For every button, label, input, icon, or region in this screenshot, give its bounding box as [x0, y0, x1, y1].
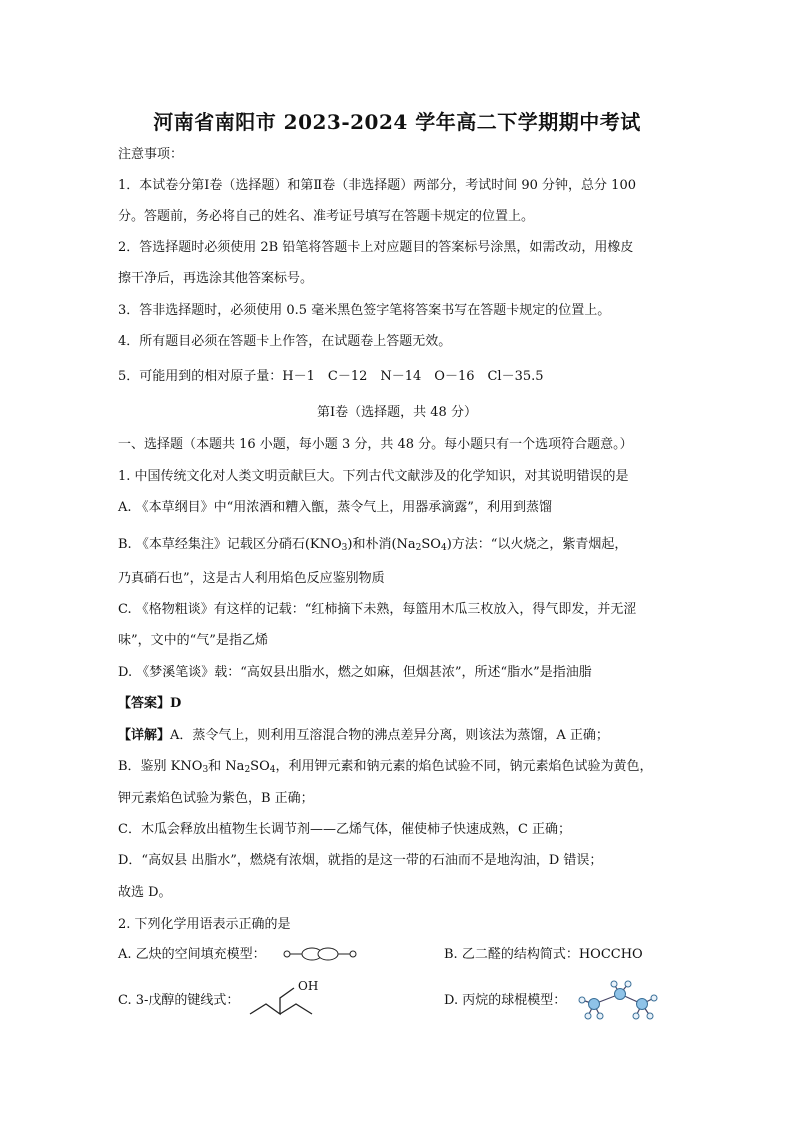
section-title: 第Ⅰ卷（选择题，共 48 分）: [317, 405, 477, 420]
q1-detail-a: [118, 727, 609, 745]
q1-option-b-line2: 乃真硝石也”，这是古人利用焰色反应鉴别物质: [118, 571, 385, 586]
q1-option-a: A. 《本草纲目》中“用浓酒和糟入甑，蒸令气上，用器承滴露”，利用到蒸馏: [118, 500, 552, 515]
detail-label: 【详解】: [118, 728, 171, 743]
page-title: 河南省南阳市 2023-2024 学年高二下学期期中考试: [153, 110, 641, 134]
q1-answer: 【答案】D: [118, 696, 182, 711]
part-title: 一、选择题（本题共 16 小题，每小题 3 分，共 48 分。每小题只有一个选项符合题意。）: [118, 437, 633, 452]
q1-conclusion: 故选 D。: [118, 885, 172, 900]
notice-heading: 注意事项：: [118, 147, 184, 162]
notice-line-4: 擦干净后，再选涂其他答案标号。: [118, 271, 314, 286]
notice-line-5: 3．答非选择题时，必须使用 0.5 毫米黑色签字笔将答案书写在答题卡规定的位置上。: [118, 303, 611, 318]
q1-option-b-pre: B. 《本草经集注》记载区分硝石(: [118, 537, 310, 552]
propane-ball-and-stick-model: [576, 978, 660, 1024]
q2-option-c: C. 3-戊醇的键线式：: [118, 993, 240, 1008]
formula-kno3: KNO: [309, 537, 342, 552]
formula-na: Na: [396, 537, 416, 552]
q1-detail-c: C．木瓜会释放出植物生长调节剂——乙烯气体，催使柿子快速成熟，C 正确；: [118, 822, 572, 837]
formula-sub: 3: [202, 765, 209, 775]
pentanol-skeletal-formula: [244, 976, 328, 1024]
formula-sub: 2: [244, 765, 251, 775]
detail-b-pre: B．鉴别 KNO: [118, 759, 203, 774]
notice-line-7: 5．可能用到的相对原子量：H－1 C－12 N－14 O－16 Cl－35.5: [118, 369, 544, 384]
q1-detail-b: [118, 758, 653, 776]
q1-option-b-mid: )和朴消(: [347, 537, 397, 552]
notice-line-1: 1．本试卷分第Ⅰ卷（选择题）和第Ⅱ卷（非选择题）两部分，考试时间 90 分钟，总分 100: [118, 178, 636, 193]
notice-line-6: 4．所有题目必须在答题卡上作答，在试题卷上答题无效。: [118, 334, 452, 349]
q1-option-b-post: )方法：“以火烧之，紫青烟起，: [446, 537, 628, 552]
detail-b-post: ，利用钾元素和钠元素的焰色试验不同，钠元素焰色试验为黄色，: [275, 759, 653, 774]
q1-detail-b-line2: 钾元素焰色试验为紫色，B 正确；: [118, 791, 314, 806]
detail-b-mid: 和 Na: [208, 759, 245, 774]
formula-so: SO: [421, 537, 441, 552]
formula-sub: 2: [415, 543, 422, 553]
q1-detail-d: D．“高奴县 出脂水”，燃烧有浓烟，就指的是这一带的石油而不是地沟油，D 错误；: [118, 853, 603, 868]
notice-line-2: 分。答题前，务必将自己的姓名、准考证号填写在答题卡规定的位置上。: [118, 209, 535, 224]
q2-option-a: A. 乙炔的空间填充模型：: [118, 947, 266, 962]
formula-sub: 4: [440, 543, 447, 553]
q1-option-b: [118, 536, 627, 554]
formula-sub: 3: [341, 543, 348, 553]
detail-b-mid2: SO: [250, 759, 270, 774]
q2-option-d: D. 丙烷的球棍模型：: [444, 993, 567, 1008]
acetylene-space-filling-model: [282, 944, 358, 964]
detail-a-text: A．蒸令气上，则利用互溶混合物的沸点差异分离，则该法为蒸馏，A 正确；: [170, 728, 609, 743]
q1-option-c-line1: C. 《格物粗谈》有这样的记载：“红柿摘下未熟，每篮用木瓜三枚放入，得气即发，并无涩: [118, 602, 637, 617]
q2-stem: 2. 下列化学用语表示正确的是: [118, 917, 291, 932]
q1-option-d: D. 《梦溪笔谈》载：“高奴县出脂水，燃之如麻，但烟甚浓”，所述“脂水”是指油脂: [118, 665, 592, 680]
hydroxyl-label: OH: [298, 979, 319, 993]
notice-line-3: 2．答选择题时必须使用 2B 铅笔将答题卡上对应题目的答案标号涂黑，如需改动，用橡皮: [118, 240, 634, 255]
q2-option-b: B. 乙二醛的结构简式：HOCCHO: [444, 947, 643, 962]
q1-option-c-line2: 味”，文中的“气”是指乙烯: [118, 633, 268, 648]
formula-sub: 4: [269, 765, 276, 775]
q1-stem: 1. 中国传统文化对人类文明贡献巨大。下列古代文献涉及的化学知识，对其说明错误的是: [118, 469, 629, 484]
